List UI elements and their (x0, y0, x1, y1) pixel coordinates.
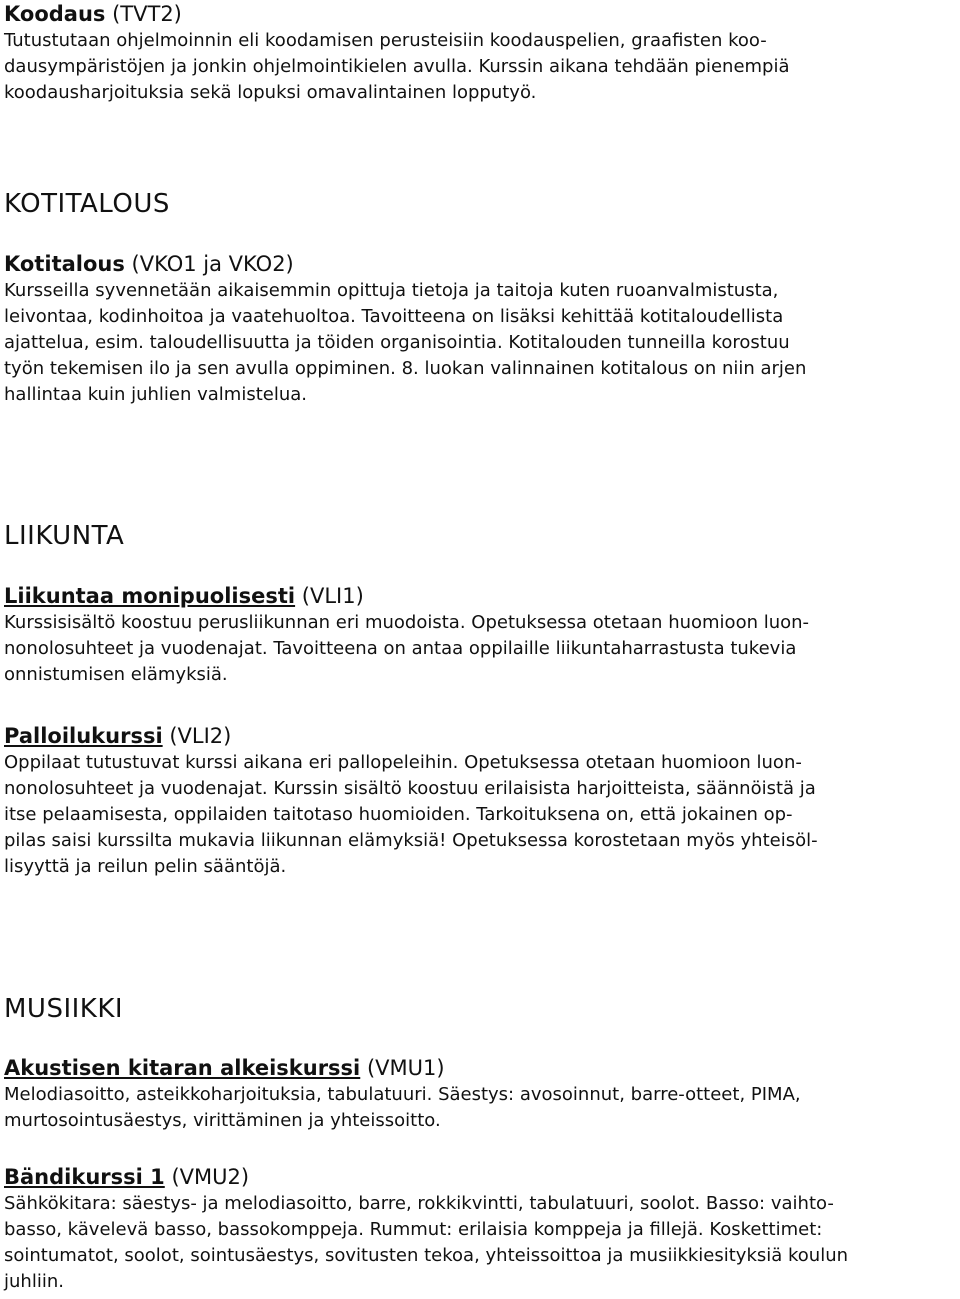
course-code: (VLI1) (301, 584, 364, 608)
description-line: koodausharjoituksia sekä lopuksi omavalintainen lopputyö. (4, 82, 537, 103)
description-line: murtosointusäestys, virittäminen ja yhteissoitto. (4, 1110, 441, 1131)
description-line: lisyyttä ja reilun pelin sääntöjä. (4, 856, 287, 877)
course-kotitalous (4, 250, 806, 408)
course-description (4, 1191, 848, 1295)
course-code: (VKO1 ja VKO2) (131, 252, 294, 276)
description-line: työn tekemisen ilo ja sen avulla oppiminen. 8. luokan valinnainen kotitalous on niin arjen (4, 358, 807, 379)
course-heading (4, 250, 806, 278)
section-title-musiikki: MUSIIKKI (4, 994, 124, 1024)
course-liikuntaa-monipuolisesti (4, 582, 809, 688)
description-line: Sähkökitara: säestys- ja melodiasoitto, barre, rokkikvintti, tabulatuuri, soolot. Basso: vaihto- (4, 1193, 834, 1214)
course-code: (VLI2) (169, 724, 232, 748)
description-line: juhliin. (4, 1271, 64, 1292)
course-description (4, 610, 809, 688)
course-code: (VMU1) (366, 1056, 445, 1080)
course-heading (4, 1163, 848, 1191)
course-description (4, 750, 818, 880)
course-description (4, 28, 790, 106)
course-heading (4, 1054, 801, 1082)
course-name: Akustisen kitaran alkeiskurssi (4, 1056, 361, 1080)
course-description (4, 278, 806, 408)
description-line: Oppilaat tutustuvat kurssi aikana eri pallopeleihin. Opetuksessa otetaan huomioon luon- (4, 752, 802, 773)
section-title-liikunta: LIIKUNTA (4, 521, 125, 551)
course-akustisen-kitaran-alkeiskurssi (4, 1054, 801, 1134)
description-line: sointumatot, soolot, sointusäestys, sovitusten tekoa, yhteissoittoa ja musiikkiesityksiä koulun (4, 1245, 849, 1266)
course-name: Bändikurssi 1 (4, 1165, 165, 1189)
description-line: basso, kävelevä basso, bassokomppeja. Rummut: erilaisia komppeja ja fillejä. Koskettimet: (4, 1219, 823, 1240)
course-code: (VMU2) (171, 1165, 250, 1189)
course-heading (4, 0, 790, 28)
description-line: Tutustutaan ohjelmoinnin eli koodamisen perusteisiin koodauspelien, graafisten koo- (4, 30, 767, 51)
course-heading (4, 722, 818, 750)
description-line: Kursseilla syvennetään aikaisemmin opittuja tietoja ja taitoja kuten ruoanvalmistusta, (4, 280, 779, 301)
description-line: ajattelua, esim. taloudellisuutta ja töiden organisointia. Kotitalouden tunneilla korostuu (4, 332, 790, 353)
course-palloilukurssi (4, 722, 818, 880)
course-name: Kotitalous (4, 252, 125, 276)
description-line: nonolosuhteet ja vuodenajat. Kurssin sisältö koostuu erilaisista harjoitteista, säännöistä ja (4, 778, 816, 799)
description-line: Melodiasoitto, asteikkoharjoituksia, tabulatuuri. Säestys: avosoinnut, barre-otteet, PIMA, (4, 1084, 801, 1105)
description-line: Kurssisisältö koostuu perusliikunnan eri muodoista. Opetuksessa otetaan huomioon luon- (4, 612, 810, 633)
course-name: Palloilukurssi (4, 724, 163, 748)
course-code: (TVT2) (112, 2, 182, 26)
course-bandikurssi-1 (4, 1163, 848, 1295)
description-line: itse pelaamisesta, oppilaiden taitotaso huomioiden. Tarkoituksena on, että jokainen op- (4, 804, 793, 825)
course-name: Koodaus (4, 2, 106, 26)
course-koodaus (4, 0, 790, 106)
description-line: pilas saisi kurssilta mukavia liikunnan elämyksiä! Opetuksessa korostetaan myös yhteisöl- (4, 830, 818, 851)
description-line: nonolosuhteet ja vuodenajat. Tavoitteena on antaa oppilaille liikuntaharrastusta tukevia (4, 638, 797, 659)
section-title-kotitalous: KOTITALOUS (4, 189, 170, 219)
course-name: Liikuntaa monipuolisesti (4, 584, 296, 608)
course-heading (4, 582, 809, 610)
description-line: dausympäristöjen ja jonkin ohjelmointikielen avulla. Kurssin aikana tehdään pienempiä (4, 56, 790, 77)
course-description (4, 1082, 801, 1134)
description-line: hallintaa kuin juhlien valmistelua. (4, 384, 308, 405)
description-line: leivontaa, kodinhoitoa ja vaatehuoltoa. Tavoitteena on lisäksi kehittää kotitaloudellista (4, 306, 784, 327)
description-line: onnistumisen elämyksiä. (4, 664, 228, 685)
